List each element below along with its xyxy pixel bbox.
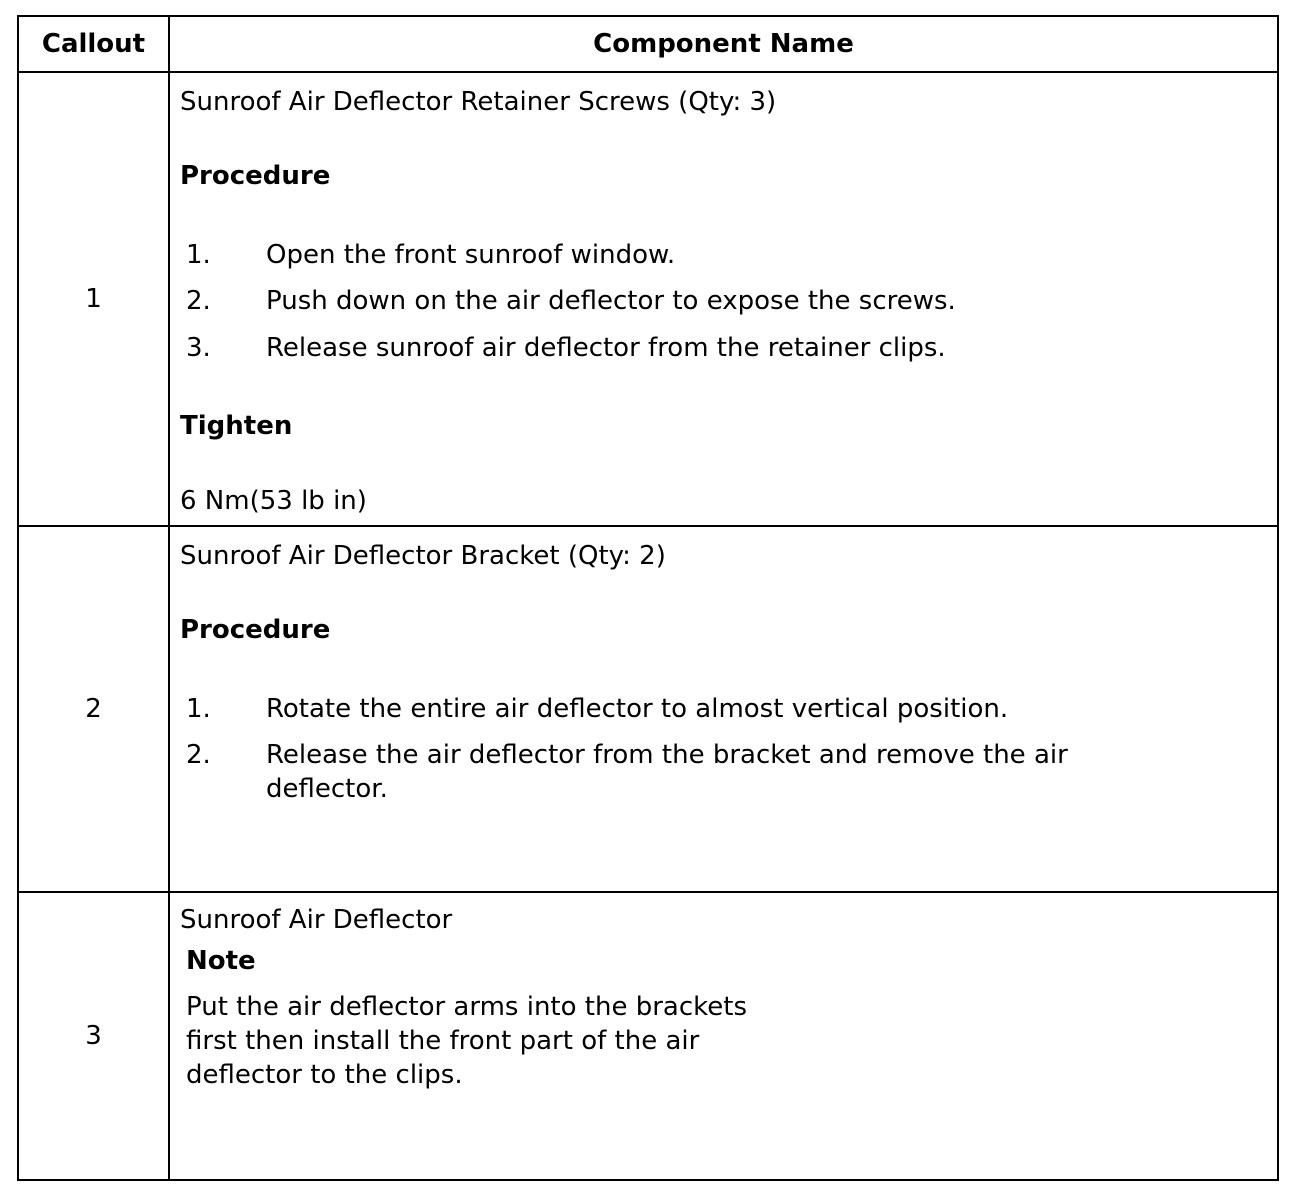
component-cell: [169, 72, 1278, 526]
component-cell: [169, 892, 1278, 1180]
torque-value: 6 Nm(53 lb in): [180, 486, 367, 516]
step-text: Rotate the entire air deflector to almost vertical position.: [266, 694, 1009, 724]
component-name: Sunroof Air Deflector: [180, 905, 453, 935]
component-name: Sunroof Air Deflector Retainer Screws (Qty: 3): [180, 87, 777, 117]
step-text: Push down on the air deflector to expose the screws.: [266, 286, 956, 316]
step-number: 2.: [186, 286, 211, 316]
component-cell: [169, 526, 1278, 892]
callout-table: [17, 15, 1279, 1181]
procedure-heading: Procedure: [180, 615, 331, 645]
callout-number: 3: [18, 892, 169, 1180]
note-line: first then install the front part of the air: [186, 1026, 700, 1056]
step-number: 1.: [186, 240, 211, 270]
header-callout: Callout: [18, 16, 169, 72]
table-row: [18, 72, 1278, 526]
step-number: 1.: [186, 694, 211, 724]
procedure-heading: Procedure: [180, 161, 331, 191]
callout-number: 1: [18, 72, 169, 526]
tighten-heading: Tighten: [180, 411, 293, 441]
table-row: [18, 892, 1278, 1180]
header-row: [18, 16, 1278, 72]
note-line: Put the air deflector arms into the brackets: [186, 992, 748, 1022]
step-text: Release the air deflector from the bracket and remove the air deflector.: [266, 740, 1068, 804]
table-row: [18, 526, 1278, 892]
step-number: 3.: [186, 333, 211, 363]
step-number: 2.: [186, 740, 211, 770]
note-line: deflector to the clips.: [186, 1060, 463, 1090]
step-text: Release sunroof air deflector from the retainer clips.: [266, 333, 946, 363]
component-name: Sunroof Air Deflector Bracket (Qty: 2): [180, 541, 666, 571]
callout-number: 2: [18, 526, 169, 892]
header-component-name: Component Name: [169, 16, 1278, 72]
note-heading: Note: [186, 946, 256, 976]
step-text: Open the front sunroof window.: [266, 240, 676, 270]
